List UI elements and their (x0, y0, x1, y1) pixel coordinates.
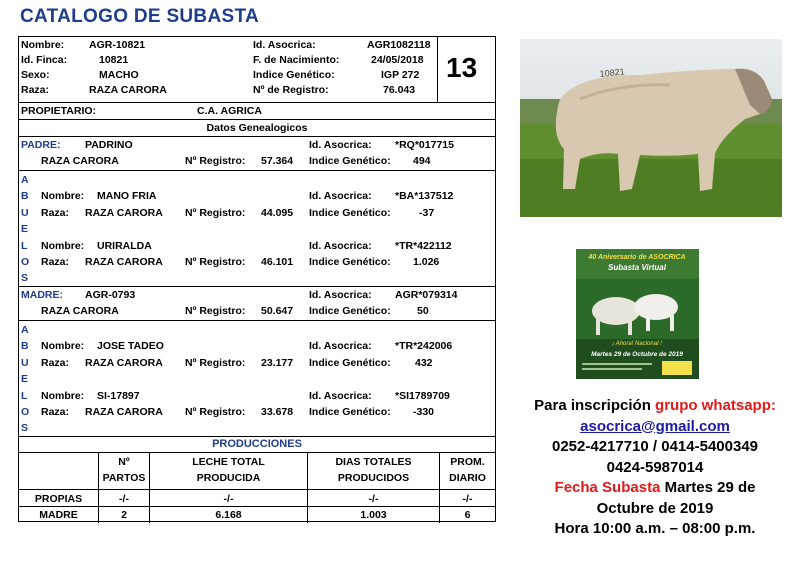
propietario-label: PROPIETARIO: (21, 105, 97, 117)
abuelos-letter: E (21, 223, 29, 235)
auction-poster (576, 249, 699, 379)
padre-asocrica-label: Id. Asocrica: (309, 139, 372, 151)
table-cell: -/- (368, 493, 379, 505)
abuela-registro: 46.101 (261, 256, 294, 268)
col-header: LECHE TOTAL (192, 456, 265, 468)
producciones-header: PRODUCCIONES (212, 438, 302, 450)
abuelos-letter: E (21, 373, 29, 385)
hora-line: Hora 10:00 a.m. – 08:00 p.m. (554, 520, 756, 537)
phones-line: 0252-4217710 / 0414-5400349 (551, 438, 759, 455)
madre-indice: 50 (417, 305, 429, 317)
padre-name: PADRINO (85, 139, 133, 151)
abuela-raza: RAZA CARORA (85, 256, 163, 268)
abuelos-letter: U (21, 357, 29, 369)
table-cell: -/- (119, 493, 129, 505)
abuelo-materno-raza-label: Raza: (41, 357, 70, 369)
padre-label: PADRE: (21, 139, 61, 151)
col-header: PRODUCIDOS (337, 472, 410, 484)
abuelo-materno-nombre: JOSE TADEO (97, 340, 164, 352)
madre-registro: 50.647 (261, 305, 294, 317)
padre-indice: 494 (413, 155, 431, 167)
poster-line1: 40 Aniversario de ASOCRICA (588, 254, 686, 261)
fecha-label: Fecha Subasta (554, 479, 661, 496)
col-header: PARTOS (102, 472, 146, 484)
abuelo-registro: 44.095 (261, 207, 294, 219)
abuela-nombre-label: Nombre: (41, 240, 85, 252)
inscripcion-text: Para inscripción (534, 397, 651, 414)
phones-line-2: 0424-5987014 (606, 458, 704, 476)
poster-line3: ¡ Ahora! Nacional ! (612, 341, 662, 347)
table-cell: 6 (464, 509, 471, 521)
abuela-materna-nombre: SI-17897 (97, 390, 140, 402)
whatsapp-group-text: grupo whatsapp: (655, 397, 776, 414)
table-cell: 1.003 (360, 509, 387, 521)
abuelo-materno-indice-label: Indice Genético: (309, 357, 391, 369)
abuelos-letter: A (21, 324, 29, 336)
registro-label: Nº de Registro: (253, 84, 329, 96)
sexo-value: MACHO (99, 69, 139, 81)
madre-registro-label: Nº Registro: (185, 305, 246, 317)
sexo-label: Sexo: (21, 69, 50, 81)
abuelo-materno-asocrica-label: Id. Asocrica: (309, 340, 372, 352)
svg-text:10821: 10821 (599, 66, 626, 79)
auction-info (515, 396, 795, 540)
abuela-nombre: URIRALDA (97, 240, 152, 252)
abuelo-nombre-label: Nombre: (41, 190, 85, 202)
col-header: PRODUCIDA (196, 472, 261, 484)
madre-indice-label: Indice Genético: (309, 305, 391, 317)
abuela-indice-label: Indice Genético: (309, 256, 391, 268)
asocrica-value: AGR1082118 (367, 39, 431, 51)
abuela-materna-raza-label: Raza: (41, 406, 70, 418)
abuela-asocrica: *TR*422112 (395, 240, 452, 252)
nacimiento-value: 24/05/2018 (371, 54, 424, 66)
asocrica-label: Id. Asocrica: (253, 39, 316, 51)
abuelos-letter: O (21, 406, 30, 418)
abuelo-materno-raza: RAZA CARORA (85, 357, 163, 369)
abuelos-letter: L (21, 390, 28, 402)
abuela-materna-indice: -330 (413, 406, 435, 418)
abuelos-letter: S (21, 272, 29, 284)
indice-label: Indice Genético: (253, 69, 335, 81)
abuela-materna-indice-label: Indice Genético: (309, 406, 391, 418)
abuelo-materno-registro-label: Nº Registro: (185, 357, 246, 369)
abuelo-raza: RAZA CARORA (85, 207, 163, 219)
abuelo-registro-label: Nº Registro: (185, 207, 246, 219)
abuela-raza-label: Raza: (41, 256, 70, 268)
table-cell: -/- (462, 493, 473, 505)
padre-registro-label: Nº Registro: (185, 155, 246, 167)
abuela-asocrica-label: Id. Asocrica: (309, 240, 372, 252)
madre-raza: RAZA CARORA (41, 305, 119, 317)
abuelo-materno-nombre-label: Nombre: (41, 340, 85, 352)
fecha-value: Martes 29 de Octubre de 2019 (596, 479, 756, 517)
nacimiento-label: F. de Nacimiento: (253, 54, 340, 66)
indice-value: IGP 272 (381, 69, 420, 81)
finca-value: 10821 (99, 54, 129, 66)
padre-raza: RAZA CARORA (41, 155, 119, 167)
abuela-indice: 1.026 (413, 256, 440, 268)
abuela-materna-registro: 33.678 (261, 406, 294, 418)
abuela-registro-label: Nº Registro: (185, 256, 246, 268)
catalog-sheet (18, 36, 496, 522)
table-cell: -/- (223, 493, 234, 505)
finca-label: Id. Finca: (21, 54, 68, 66)
padre-asocrica: *RQ*017715 (395, 139, 454, 151)
poster-line2: Subasta Virtual (608, 263, 666, 272)
abuelos-letter: S (21, 422, 29, 434)
abuela-materna-asocrica: *SI1789709 (395, 390, 450, 402)
padre-registro: 57.364 (261, 155, 294, 167)
catalog-title: CATALOGO DE SUBASTA (20, 6, 259, 27)
table-row-label: MADRE (39, 509, 78, 521)
madre-label: MADRE: (21, 289, 63, 301)
poster-line4: Martes 29 de Octubre de 2019 (591, 351, 683, 358)
madre-name: AGR-0793 (85, 289, 136, 301)
raza-label: Raza: (21, 84, 50, 96)
abuelo-asocrica: *BA*137512 (395, 190, 454, 202)
abuelos-letter: B (21, 190, 29, 202)
abuelo-materno-registro: 23.177 (261, 357, 294, 369)
table-cell: 2 (121, 509, 127, 521)
madre-asocrica-label: Id. Asocrica: (309, 289, 372, 301)
padre-indice-label: Indice Genético: (309, 155, 391, 167)
abuela-materna-nombre-label: Nombre: (41, 390, 85, 402)
abuelos-letter: O (21, 256, 30, 268)
abuelo-materno-indice: 432 (415, 357, 433, 369)
col-header: PROM. (450, 456, 485, 468)
abuela-materna-registro-label: Nº Registro: (185, 406, 246, 418)
abuela-materna-raza: RAZA CARORA (85, 406, 163, 418)
table-row-label: PROPIAS (34, 493, 83, 505)
nombre-label: Nombre: (21, 39, 65, 51)
madre-asocrica: AGR*079314 (395, 289, 458, 301)
genealogy-header: Datos Genealogicos (206, 122, 308, 134)
table-cell: 6.168 (215, 509, 242, 521)
abuelos-letter: A (21, 174, 29, 186)
abuelo-indice: -37 (419, 207, 435, 219)
abuelo-raza-label: Raza: (41, 207, 70, 219)
raza-value: RAZA CARORA (89, 84, 167, 96)
email-link[interactable]: asocrica@gmail.com (580, 417, 730, 435)
abuela-materna-asocrica-label: Id. Asocrica: (309, 390, 372, 402)
col-header: Nº (118, 456, 130, 468)
abuelo-materno-asocrica: *TR*242006 (395, 340, 453, 352)
col-header: DIAS TOTALES (335, 456, 412, 468)
nombre-value: AGR-10821 (89, 39, 146, 51)
col-header: DIARIO (449, 472, 486, 484)
abuelo-asocrica-label: Id. Asocrica: (309, 190, 372, 202)
bull-photo (520, 39, 782, 217)
abuelos-letter: U (21, 207, 29, 219)
registro-value: 76.043 (383, 84, 416, 96)
lot-number: 13 (446, 52, 478, 83)
abuelos-letter: L (21, 240, 28, 252)
abuelo-indice-label: Indice Genético: (309, 207, 391, 219)
propietario-value: C.A. AGRICA (197, 105, 262, 117)
abuelo-nombre: MANO FRIA (97, 190, 157, 202)
abuelos-letter: B (21, 340, 29, 352)
